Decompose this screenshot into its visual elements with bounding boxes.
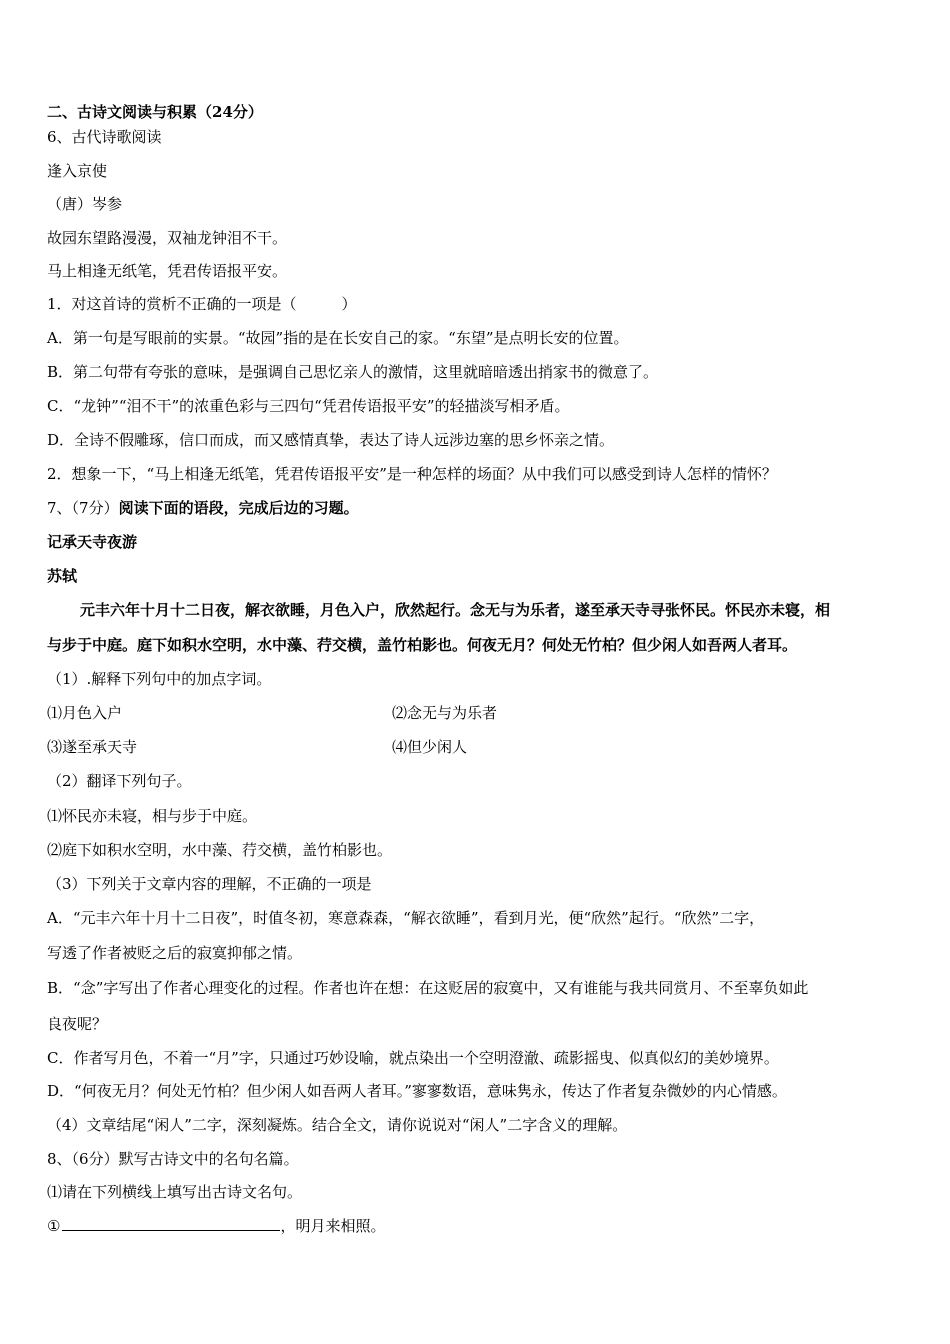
poem-title: 逢入京使: [47, 162, 108, 180]
q7-option-b-line-2: 良夜呢？: [47, 1015, 108, 1033]
poem-author: （唐）岑参: [47, 195, 123, 213]
q7-sub3-stem: （3）下列关于文章内容的理解，不正确的一项是: [47, 875, 372, 893]
q7-sub1-stem: （1）.解释下列句中的加点字词。: [47, 670, 272, 688]
passage-title: 记承天寺夜游: [47, 533, 138, 551]
q7-option-c: C．作者写月色，不着一“月”字，只通过巧妙设喻，就点染出一个空明澄澈、疏影摇曳、似真似幻的美妙境界。: [47, 1049, 779, 1067]
q7-sub1-item-4: ⑷但少闲人: [392, 738, 468, 756]
q7-heading: [47, 497, 359, 519]
q7-sub4-stem: （4）文章结尾“闲人”二字，深刻凝炼。结合全文，请你说说对“闲人”二字含义的理解。: [47, 1116, 628, 1134]
passage-para-line-2: 与步于中庭。庭下如积水空明，水中藻、荇交横，盖竹柏影也。何夜无月？何处无竹柏？但少闲人如吾两人者耳。: [47, 636, 798, 654]
q8-heading-text: 默写古诗文中的名句名篇。: [118, 1150, 299, 1168]
q7-heading-text: 阅读下面的语段，完成后边的习题。: [118, 499, 359, 517]
q6-question-2: 2．想象一下，“马上相逢无纸笔，凭君传语报平安”是一种怎样的场面？从中我们可以感受到诗人怎样的情怀？: [47, 465, 777, 483]
q8-sub1-stem: ⑴请在下列横线上填写出古诗文名句。: [47, 1183, 303, 1201]
passage-author: 苏轼: [47, 567, 78, 585]
q7-option-d: D．“何夜无月？何处无竹柏？但少闲人如吾两人者耳。”寥寥数语，意味隽永，传达了作者复杂微妙的内心情感。: [47, 1082, 787, 1100]
answer-blank[interactable]: [62, 1214, 280, 1231]
section-heading: 二、古诗文阅读与积累（24分）: [47, 103, 263, 121]
q6-question-1: 1．对这首诗的赏析不正确的一项是（ ）: [47, 295, 357, 313]
poem-line-1: 故园东望路漫漫，双袖龙钟泪不干。: [47, 229, 288, 247]
q6-option-a: A．第一句是写眼前的实景。“故园”指的是在长安自己的家。“东望”是点明长安的位置。: [47, 329, 629, 347]
q6-heading: 6、古代诗歌阅读: [47, 128, 162, 146]
q6-option-c: C．“龙钟”“泪不干”的浓重色彩与三四句“凭君传语报平安”的轻描淡写相矛盾。: [47, 397, 570, 415]
q6-option-b: B．第二句带有夸张的意味，是强调自己思忆亲人的激情，这里就暗暗透出捎家书的微意了。: [47, 363, 659, 381]
q7-sub2-item-1: ⑴怀民亦未寝，相与步于中庭。: [47, 807, 258, 825]
q8-item-1: [47, 1214, 385, 1237]
q7-option-a-line-2: 写透了作者被贬之后的寂寞抑郁之情。: [47, 944, 303, 962]
q7-sub2-stem: （2）翻译下列句子。: [47, 772, 192, 790]
q6-option-d: D．全诗不假雕琢，信口而成，而又感情真挚，表达了诗人远涉边塞的思乡怀亲之情。: [47, 431, 615, 449]
q7-sub2-item-2: ⑵庭下如积水空明，水中藻、荇交横，盖竹柏影也。: [47, 841, 393, 859]
q8-heading: [47, 1148, 299, 1170]
q7-heading-num: 7、（7分）: [47, 499, 119, 517]
q7-sub1-item-1: ⑴月色入户: [47, 704, 123, 722]
q8-heading-num: 8、（6分）: [47, 1150, 119, 1168]
poem-line-2: 马上相逢无纸笔，凭君传语报平安。: [47, 262, 288, 280]
q8-item-1-tail: ，明月来相照。: [280, 1217, 386, 1235]
q7-option-b-line-1: B．“念”字写出了作者心理变化的过程。作者也许在想：在这贬居的寂寞中，又有谁能与我共同赏月、不至辜负如此: [47, 979, 809, 997]
q8-item-1-marker: ①: [47, 1217, 61, 1235]
q7-option-a-line-1: A．“元丰六年十月十二日夜”，时值冬初，寒意森森，“解衣欲睡”，看到月光，便“欣然”起行。“欣然”二字，: [47, 909, 765, 927]
passage-para-line-1: 元丰六年十月十二日夜，解衣欲睡，月色入户，欣然起行。念无与为乐者，遂至承天寺寻张怀民。怀民亦未寝，相: [80, 601, 831, 619]
q7-sub1-item-2: ⑵念无与为乐者: [392, 704, 498, 722]
q7-sub1-item-3: ⑶遂至承天寺: [47, 738, 138, 756]
